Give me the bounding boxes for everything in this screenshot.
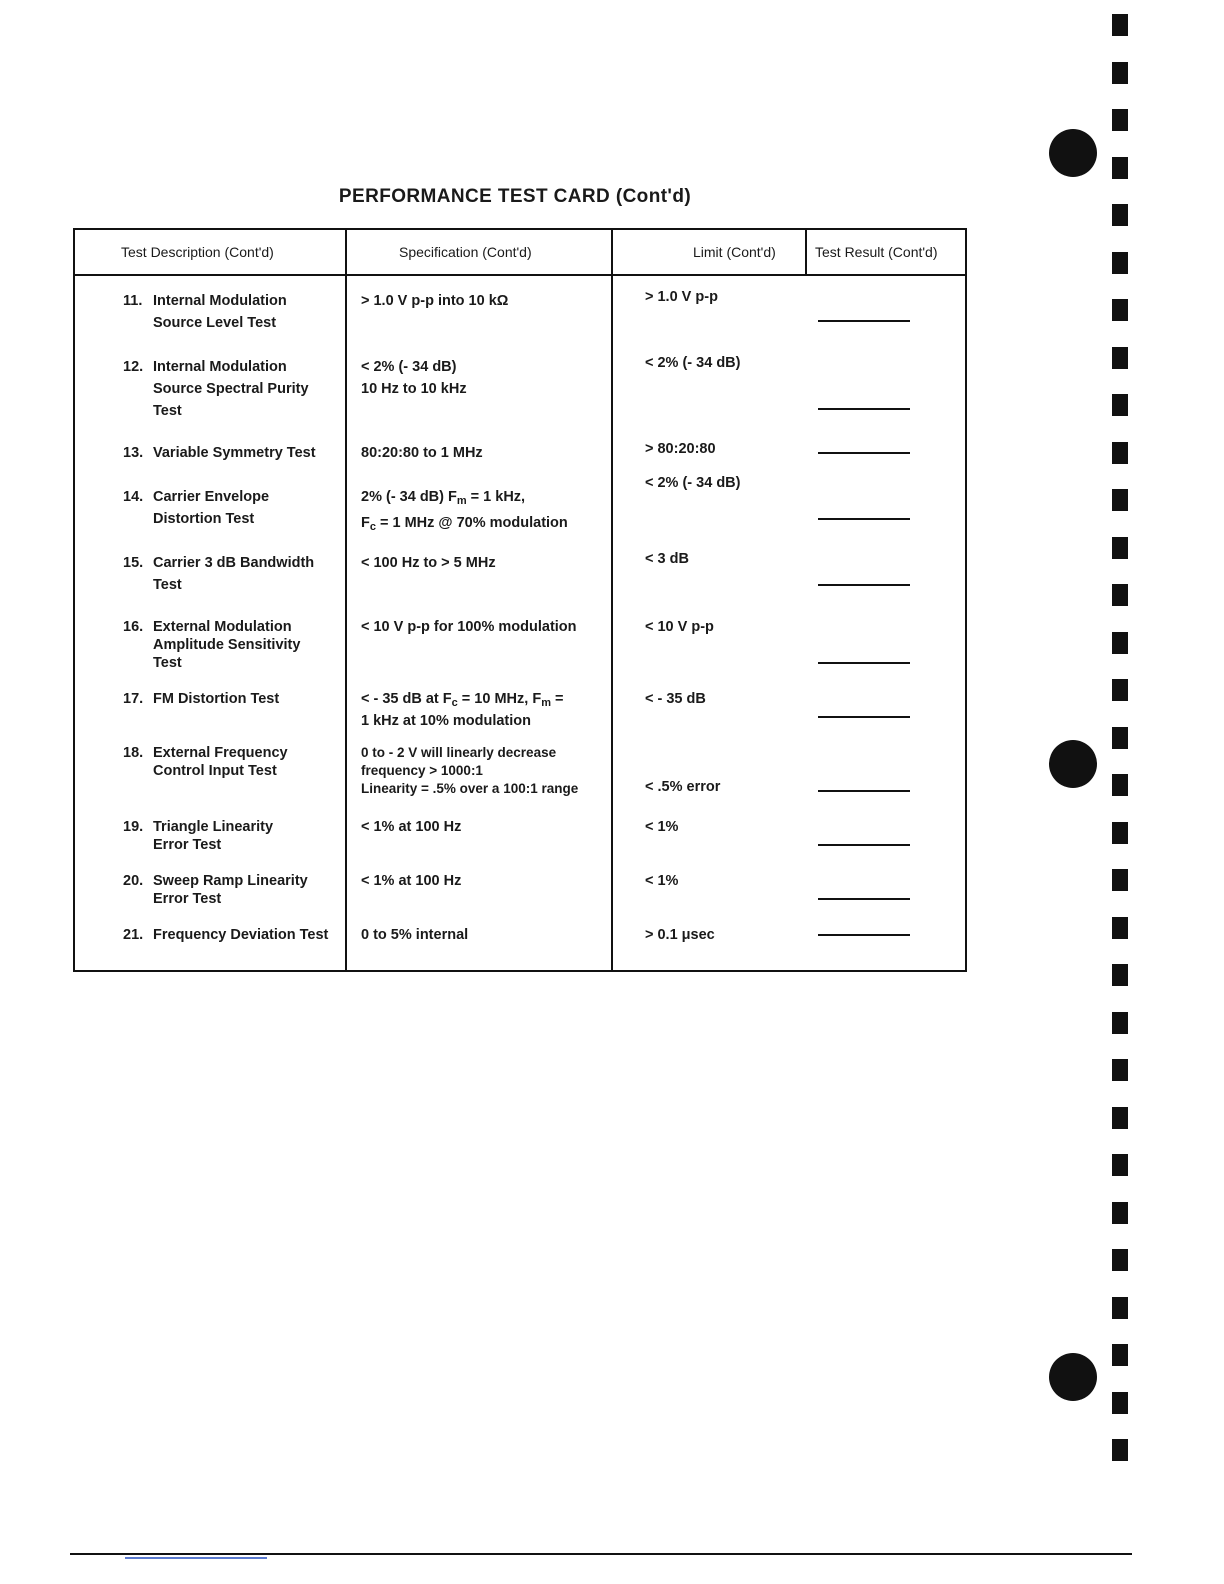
test-number: 14.: [123, 489, 144, 505]
test-number: 11.: [123, 293, 143, 309]
test-specification: 80:20:80 to 1 MHz: [361, 445, 483, 461]
test-result-field[interactable]: [818, 844, 910, 846]
binder-hole-bottom: [1049, 1353, 1097, 1401]
test-limit: < .5% error: [645, 779, 721, 795]
test-result-field[interactable]: [818, 716, 910, 718]
test-description: External Frequency Control Input Test: [153, 745, 288, 779]
test-specification: < 1% at 100 Hz: [361, 873, 462, 889]
test-result-field[interactable]: [818, 584, 910, 586]
header-limit: Limit (Cont'd): [693, 244, 776, 260]
footer-rule: [70, 1553, 1132, 1555]
test-description: Frequency Deviation Test: [153, 927, 329, 943]
test-result-field[interactable]: [818, 662, 910, 664]
test-result-field[interactable]: [818, 408, 910, 410]
performance-test-table: [73, 228, 967, 972]
test-limit: < 1%: [645, 819, 679, 835]
test-result-field[interactable]: [818, 790, 910, 792]
footer-accent-rule: [125, 1557, 267, 1559]
test-specification: < 1% at 100 Hz: [361, 819, 462, 835]
test-specification: 2% (- 34 dB) $F_m = 1$ kHz, $F_c = 1$ MHz @ 70% modulation: [361, 489, 568, 533]
header-test-description: Test Description (Cont'd): [121, 244, 274, 260]
test-limit: < 1%: [645, 873, 679, 889]
page-title: PERFORMANCE TEST CARD (Cont'd): [338, 186, 692, 207]
test-limit: > 80:20:80: [645, 441, 716, 457]
test-description: FM Distortion Test: [153, 691, 280, 707]
test-description: Sweep Ramp Linearity Error Test: [153, 873, 308, 907]
test-number: 12.: [123, 359, 144, 375]
test-limit: < 2% (- 34 dB): [645, 475, 741, 491]
test-description: Carrier Envelope Distortion Test: [153, 489, 270, 527]
test-number: 18.: [123, 745, 144, 761]
test-specification: < 100 Hz to > 5 MHz: [361, 555, 496, 571]
test-limit: < 3 dB: [645, 551, 689, 567]
binder-hole-middle: [1049, 740, 1097, 788]
test-number: 15.: [123, 555, 144, 571]
header-test-result: Test Result (Cont'd): [815, 244, 938, 260]
test-number: 16.: [123, 619, 144, 635]
test-description: Carrier 3 dB Bandwidth Test: [153, 555, 315, 593]
test-result-field[interactable]: [818, 898, 910, 900]
test-result-field[interactable]: [818, 518, 910, 520]
test-limit: < 2% (- 34 dB): [645, 355, 741, 371]
test-limit: > 0.1 μsec: [645, 927, 715, 943]
header-specification: Specification (Cont'd): [399, 244, 532, 260]
test-specification: 0 to 5% internal: [361, 927, 469, 943]
test-specification: < - 35 dB at $F_c = 10$ MHz, $F_m$ = 1 kHz at 10% modulation: [361, 691, 564, 729]
binder-hole-top: [1049, 129, 1097, 177]
test-number: 13.: [123, 445, 144, 461]
test-specification: > 1.0 V p-p into 10 kΩ: [361, 293, 509, 309]
page-edge-marks: [1112, 14, 1130, 1487]
test-description: Internal Modulation Source Spectral Purity Test: [153, 359, 309, 419]
test-specification: < 10 V p-p for 100% modulation: [361, 619, 577, 635]
test-result-field[interactable]: [818, 320, 910, 322]
test-result-field[interactable]: [818, 934, 910, 936]
test-description: External Modulation Amplitude Sensitivity Test: [153, 619, 301, 671]
test-description: Triangle Linearity Error Test: [153, 819, 274, 853]
test-limit: < - 35 dB: [645, 691, 706, 707]
test-number: 20.: [123, 873, 144, 889]
test-limit: > 1.0 V p-p: [645, 289, 718, 305]
test-limit: < 10 V p-p: [645, 619, 714, 635]
test-number: 21.: [123, 927, 144, 943]
test-number: 17.: [123, 691, 144, 707]
test-description: Internal Modulation Source Level Test: [153, 293, 287, 331]
test-specification: 0 to - 2 V will linearly decrease frequency > 1000:1 Linearity = .5% over a 100:1 range: [361, 745, 579, 796]
test-description: Variable Symmetry Test: [153, 445, 316, 461]
test-result-field[interactable]: [818, 452, 910, 454]
test-number: 19.: [123, 819, 144, 835]
test-specification: < 2% (- 34 dB) 10 Hz to 10 kHz: [361, 359, 467, 397]
